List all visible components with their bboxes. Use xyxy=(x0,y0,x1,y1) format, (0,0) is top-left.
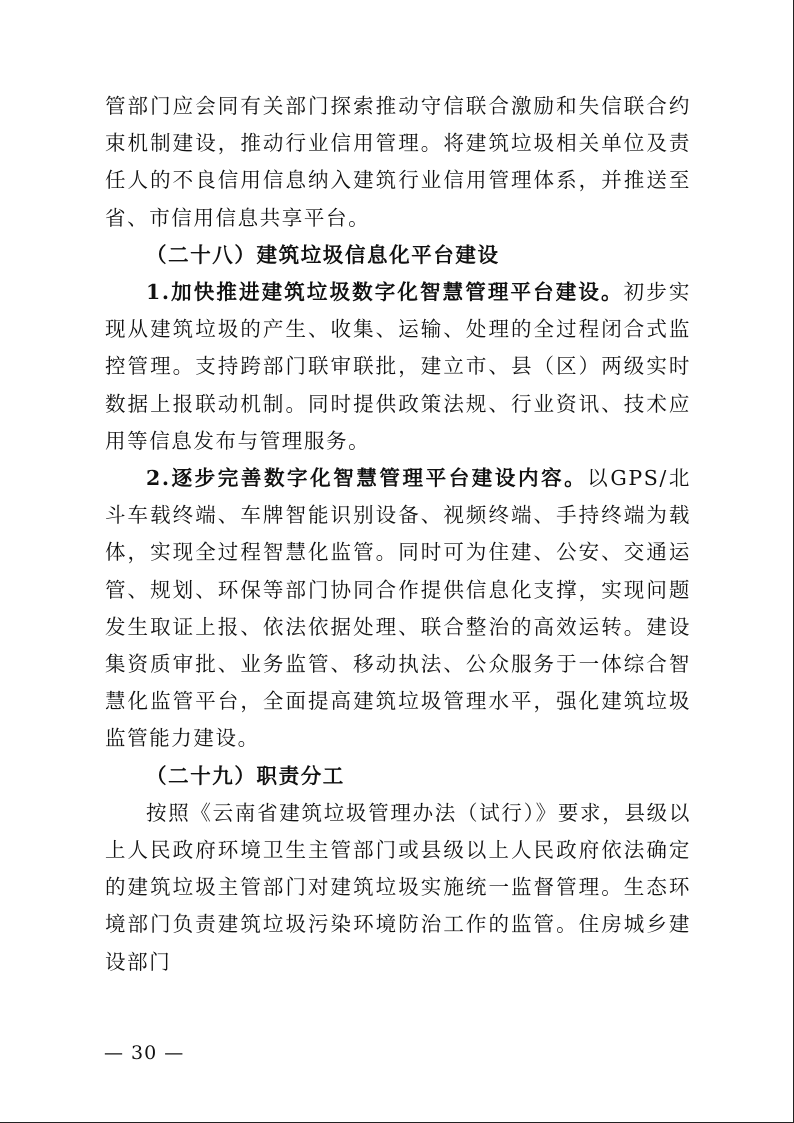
paragraph-lead: 2.逐步完善数字化智慧管理平台建设内容。 xyxy=(146,466,588,491)
section-heading-29 xyxy=(105,758,691,795)
paragraph-platform-construction xyxy=(105,274,691,460)
page-body xyxy=(105,88,691,981)
page-number: — 30 — xyxy=(104,1042,185,1064)
paragraph-platform-content xyxy=(105,460,691,758)
paragraph-text: 初步实现从建筑垃圾的产生、收集、运输、处理的全过程闭合式监控管理。支持跨部门联审联批，建立市、县（区）两级实时数据上报联动机制。同时提供政策法规、行业资讯、技术应用等信息发布与管理服务。 xyxy=(105,280,691,453)
section-heading-text: （二十九）职责分工 xyxy=(146,763,345,788)
paragraph-text: 管部门应会同有关部门探索推动守信联合激励和失信联合约束机制建设，推动行业信用管理。将建筑垃圾相关单位及责任人的不良信用信息纳入建筑行业信用管理体系，并推送至省、市信用信息共享平台。 xyxy=(105,94,691,230)
paragraph-text: 按照《云南省建筑垃圾管理办法（试行）》要求，县级以上人民政府环境卫生主管部门或县级以上人民政府依法确定的建筑垃圾主管部门对建筑垃圾实施统一监督管理。生态环境部门负责建筑垃圾污染环境防治工作的监管。住房城乡建设部门 xyxy=(105,800,691,974)
section-heading-text: （二十八）建筑垃圾信息化平台建设 xyxy=(146,242,500,267)
paragraph-responsibilities xyxy=(105,795,691,981)
paragraph-text: 以GPS/北斗车载终端、车牌智能识别设备、视频终端、手持终端为载体，实现全过程智慧化监管。同时可为住建、公安、交通运管、规划、环保等部门协同合作提供信息化支撑，实现问题发生取证上报、依法依据处理、联合整治的高效运转。建设集资质审批、业务监管、移动执法、公众服务于一体综合智慧化监管平台，全面提高建筑垃圾管理水平，强化建筑垃圾监管能力建设。 xyxy=(105,466,691,751)
paragraph-lead: 1.加快推进建筑垃圾数字化智慧管理平台建设。 xyxy=(146,280,624,305)
section-heading-28 xyxy=(105,237,691,274)
paragraph-credit-management xyxy=(105,88,691,237)
